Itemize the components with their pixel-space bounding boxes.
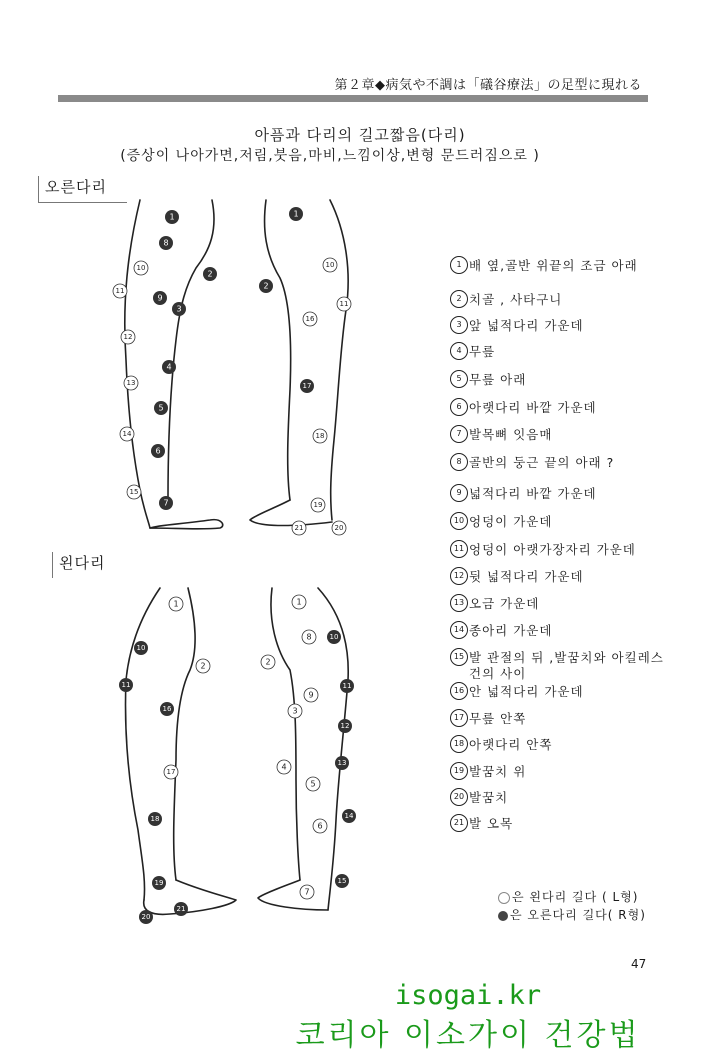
marker-filled [159, 236, 173, 250]
marker-filled [335, 756, 349, 770]
marker-open [277, 760, 291, 774]
marker-filled [340, 679, 354, 693]
marker-open [303, 312, 317, 326]
legend-item: 3 앞 넓적다리 가운데 [450, 316, 584, 334]
marker-open [300, 885, 314, 899]
marker-filled [335, 874, 349, 888]
leg-outline-upper-1 [122, 200, 150, 528]
marker-open [124, 376, 138, 390]
svg-text:1: 1 [296, 597, 302, 607]
legend-item: 9 넓적다리 바깥 가운데 [450, 484, 597, 502]
marker-filled [165, 210, 179, 224]
svg-text:18: 18 [315, 432, 325, 440]
svg-text:8: 8 [306, 632, 312, 642]
svg-text:16: 16 [305, 315, 315, 323]
marker-open [134, 261, 148, 275]
marker-filled [134, 641, 148, 655]
leg-outline-lower-1b [174, 588, 195, 880]
marker-filled [152, 876, 166, 890]
legend-item: 11 엉덩이 아랫가장자리 가운데 [450, 540, 636, 558]
svg-text:20: 20 [141, 913, 151, 921]
legend-item: 19 발꿈치 위 [450, 762, 526, 780]
marker-filled [162, 360, 176, 374]
key-open-circle: 은 왼다리 길다 ( L형) [498, 888, 638, 905]
marker-filled [203, 267, 217, 281]
watermark-name: 코리아 이소가이 건강법 [295, 1018, 641, 1053]
open-circle-icon [498, 892, 510, 904]
marker-filled [338, 719, 352, 733]
legend-item: 1 배 옆,골반 위끝의 조금 아래 [450, 256, 638, 274]
marker-open [332, 521, 346, 535]
leg-outline-upper-1b [168, 200, 214, 498]
svg-text:13: 13 [126, 379, 136, 387]
svg-text:10: 10 [136, 264, 146, 272]
svg-text:2: 2 [265, 657, 271, 667]
svg-text:19: 19 [313, 501, 323, 509]
marker-open [302, 630, 316, 644]
legend-item: 21 발 오목 [450, 814, 513, 832]
marker-open [292, 595, 306, 609]
marker-open [337, 297, 351, 311]
chapter-header: 第２章◆病気や不調は「礒谷療法」の足型に現れる [334, 78, 642, 93]
svg-text:21: 21 [294, 524, 304, 532]
leg-outline-lower-1 [126, 588, 161, 900]
svg-text:11: 11 [342, 682, 352, 690]
svg-text:17: 17 [302, 382, 312, 390]
marker-filled [342, 809, 356, 823]
marker-filled [172, 302, 186, 316]
marker-filled [159, 496, 173, 510]
legend-item: 20 발꿈치 [450, 788, 508, 806]
svg-text:9: 9 [308, 690, 314, 700]
svg-text:15: 15 [129, 488, 139, 496]
svg-text:4: 4 [281, 762, 287, 772]
svg-text:14: 14 [344, 812, 354, 820]
section-label-right-leg: 오른다리 [38, 176, 127, 203]
svg-text:3: 3 [292, 706, 298, 716]
legend-item: 4 무릎 [450, 342, 495, 360]
svg-text:2: 2 [263, 281, 269, 291]
svg-text:10: 10 [325, 261, 335, 269]
svg-text:1: 1 [169, 212, 175, 222]
svg-text:2: 2 [200, 661, 206, 671]
svg-text:14: 14 [122, 430, 132, 438]
marker-filled [160, 702, 174, 716]
svg-text:17: 17 [166, 768, 176, 776]
legend-item: 14 종아리 가운데 [450, 621, 552, 639]
marker-filled [148, 812, 162, 826]
legend-item: 2 치골 , 사타구니 [450, 290, 562, 308]
section-label-left-leg: 왼다리 [52, 552, 129, 578]
legend-item: 10 엉덩이 가운데 [450, 512, 552, 530]
svg-text:13: 13 [337, 759, 347, 767]
marker-open [306, 777, 320, 791]
legend-item: 15 발 관절의 뒤 ,발꿈치와 아킬레스 건의 사이 [450, 648, 664, 682]
svg-text:9: 9 [157, 293, 163, 303]
svg-text:15: 15 [337, 877, 347, 885]
svg-text:1: 1 [293, 209, 299, 219]
leg-outline-upper-2b [330, 200, 348, 520]
marker-filled [151, 444, 165, 458]
marker-filled [153, 291, 167, 305]
key-filled-circle: 은 오른다리 길다( R형) [498, 906, 646, 923]
svg-text:1: 1 [173, 599, 179, 609]
legend-item: 8 골반의 둥근 끝의 아래 ? [450, 453, 614, 471]
svg-text:6: 6 [155, 446, 161, 456]
marker-open [261, 655, 275, 669]
svg-text:5: 5 [158, 403, 164, 413]
marker-open [323, 258, 337, 272]
marker-filled [289, 207, 303, 221]
svg-text:21: 21 [176, 905, 186, 913]
svg-text:11: 11 [339, 300, 349, 308]
legend-item: 18 아랫다리 안쪽 [450, 735, 552, 753]
marker-open [113, 284, 127, 298]
legend-item: 6 아랫다리 바깥 가운데 [450, 398, 597, 416]
legend-item: 12 뒷 넓적다리 가운데 [450, 567, 584, 585]
filled-circle-icon [498, 911, 508, 921]
marker-open [288, 704, 302, 718]
svg-text:4: 4 [166, 362, 172, 372]
marker-open [196, 659, 210, 673]
svg-text:2: 2 [207, 269, 213, 279]
foot-outline-lower-2 [258, 880, 328, 910]
legend-item: 17 무릎 안쪽 [450, 709, 526, 727]
marker-open [311, 498, 325, 512]
page-subtitle: (증상이 나아가면,저림,붓음,마비,느낌이상,변형 문드러짐으로 ) [120, 148, 540, 164]
page-number: 47 [631, 957, 647, 971]
markers-upper-1 [113, 210, 217, 510]
marker-open [304, 688, 318, 702]
marker-open [127, 485, 141, 499]
svg-text:10: 10 [329, 633, 339, 641]
marker-filled [259, 279, 273, 293]
svg-text:8: 8 [163, 238, 169, 248]
markers-upper-2 [259, 207, 351, 535]
svg-text:12: 12 [123, 333, 133, 341]
svg-text:19: 19 [154, 879, 164, 887]
svg-text:16: 16 [162, 705, 172, 713]
svg-text:12: 12 [340, 722, 350, 730]
svg-text:6: 6 [317, 821, 323, 831]
page-title: 아픔과 다리의 길고짧음(다리) [254, 126, 466, 144]
marker-filled [327, 630, 341, 644]
legend-item: 7 발목뼈 잇음매 [450, 425, 552, 443]
leg-outline-lower-2 [271, 588, 300, 880]
svg-text:7: 7 [304, 887, 310, 897]
marker-open [292, 521, 306, 535]
marker-filled [139, 910, 153, 924]
marker-open [121, 330, 135, 344]
legend-item: 13 오금 가운데 [450, 594, 539, 612]
marker-open [313, 429, 327, 443]
marker-filled [300, 379, 314, 393]
svg-text:20: 20 [334, 524, 344, 532]
marker-open [120, 427, 134, 441]
marker-open [313, 819, 327, 833]
legend-item: 5 무릎 아래 [450, 370, 526, 388]
svg-text:7: 7 [163, 498, 169, 508]
svg-text:11: 11 [121, 681, 131, 689]
svg-text:3: 3 [176, 304, 182, 314]
marker-filled [119, 678, 133, 692]
marker-filled [174, 902, 188, 916]
watermark-url: isogai.kr [394, 980, 542, 1011]
marker-filled [154, 401, 168, 415]
svg-text:11: 11 [115, 287, 125, 295]
svg-text:10: 10 [136, 644, 146, 652]
svg-text:5: 5 [310, 779, 316, 789]
marker-open [169, 597, 183, 611]
svg-text:18: 18 [150, 815, 160, 823]
legend-item: 16 안 넓적다리 가운데 [450, 682, 584, 700]
marker-open [164, 765, 178, 779]
leg-outline-upper-2 [265, 200, 291, 500]
foot-outline-upper-1 [150, 520, 223, 529]
